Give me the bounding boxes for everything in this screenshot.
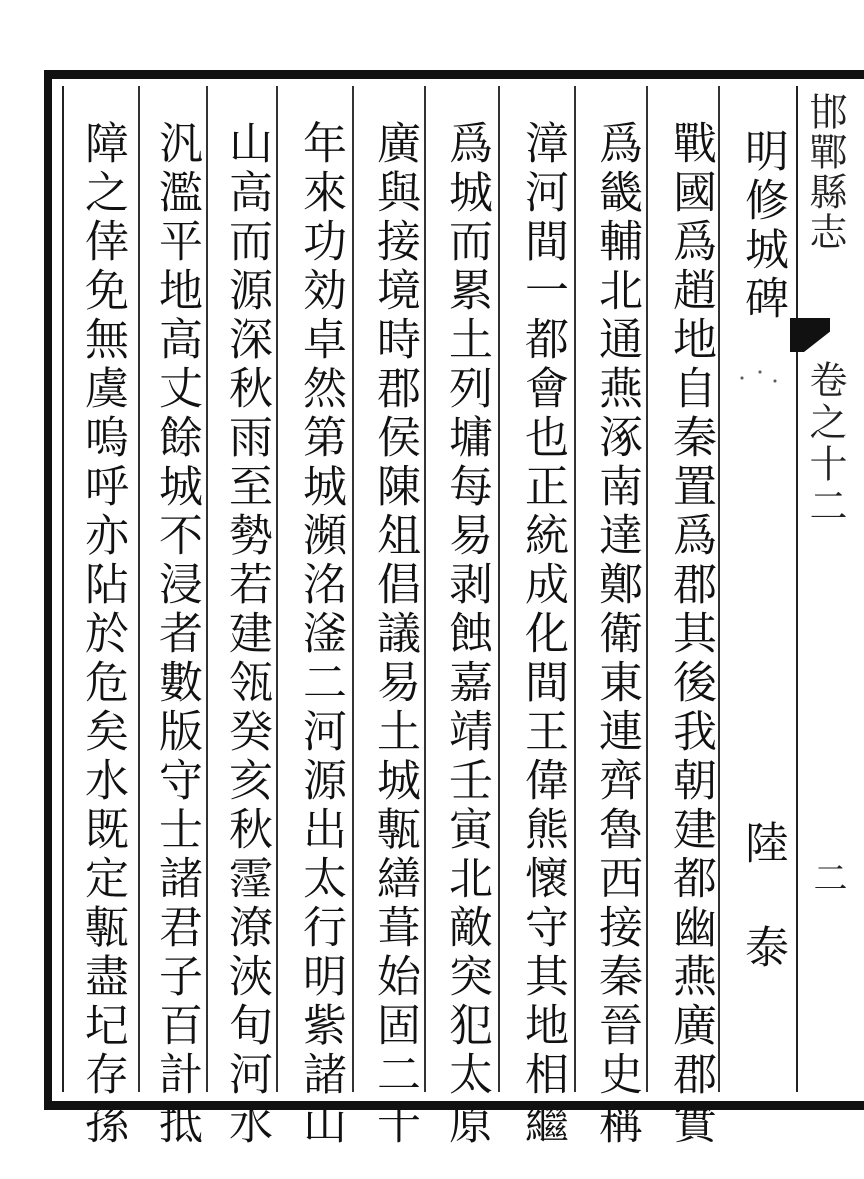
inner-border-line <box>62 86 64 1092</box>
column-rule <box>498 86 500 1092</box>
ink-speckle <box>730 360 790 390</box>
text-column-6: 年來功効卓然第城瀕洺滏二河源出太行明紫諸山 <box>295 120 346 1149</box>
fold-strip-title: 邯鄲縣志 <box>803 92 847 252</box>
text-column-5: 廣與接境時郡侯陳俎倡議易土城甎繕葺始固二十 <box>369 120 420 1149</box>
text-column-1: 戰國爲趙地自秦置爲郡其後我朝建都幽燕廣郡實 <box>665 120 716 1149</box>
text-column-7: 山高而源深秋雨至勢若建瓴癸亥秋霪潦浹旬河水 <box>221 120 272 1149</box>
column-rule <box>138 86 140 1092</box>
text-column-3: 漳河間一都會也正統成化間王偉熊懷守其地相繼 <box>517 120 568 1149</box>
fold-strip-page-number: 二 <box>807 860 847 894</box>
text-column-9: 障之倖免無虞嗚呼亦阽於危矣水既定甎盡圮存孫 <box>77 120 128 1149</box>
text-column-2: 爲畿輔北通燕涿南達鄭衛東連齊魯西接秦晉史稱 <box>591 120 642 1149</box>
article-title: 明修城碑 <box>737 128 788 324</box>
text-column-4: 爲城而累土列墉每易剥蝕嘉靖壬寅北敵突犯太原 <box>441 120 492 1149</box>
fold-strip-volume: 卷之十二 <box>803 360 847 528</box>
text-column-8: 汎濫平地高丈餘城不浸者數版守士諸君子百計抵 <box>151 120 202 1149</box>
article-author: 陸泰 <box>737 820 788 1028</box>
column-rule <box>352 86 354 1092</box>
column-rule <box>574 86 576 1092</box>
